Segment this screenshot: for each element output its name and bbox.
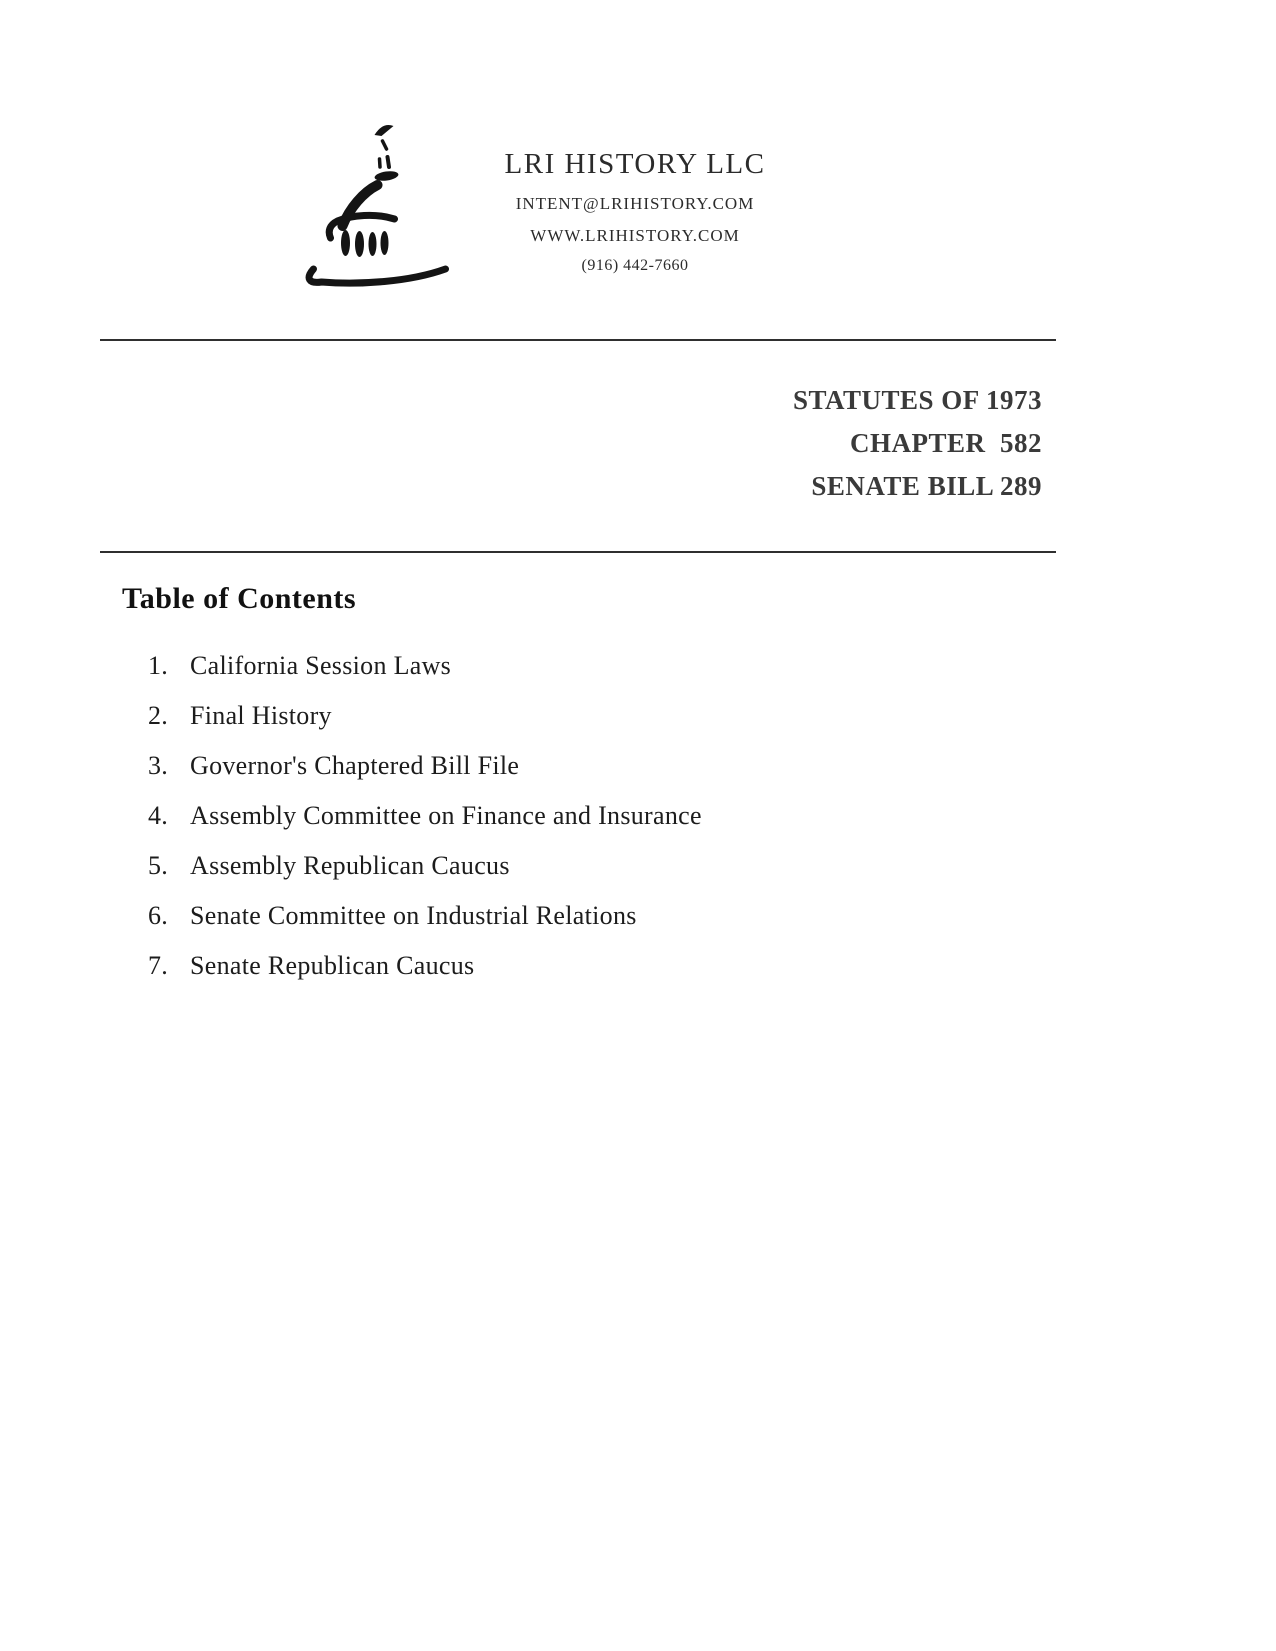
toc-item-label: Governor's Chaptered Bill File — [190, 751, 520, 780]
toc-item — [148, 901, 908, 931]
toc-item-label: Assembly Republican Caucus — [190, 851, 510, 880]
chapter-line: CHAPTER 582 — [849, 428, 1042, 458]
company-website: WWW.LRIHISTORY.COM — [530, 226, 740, 245]
toc-item-label: Senate Committee on Industrial Relations — [190, 901, 637, 930]
toc-item-number: 2. — [148, 701, 169, 730]
toc-item-label: Senate Republican Caucus — [190, 951, 475, 980]
toc-item — [148, 751, 908, 781]
toc-item-number: 7. — [148, 951, 169, 980]
toc-item-label: Final History — [190, 701, 332, 730]
toc-item-number: 5. — [148, 851, 169, 880]
senate-bill-line: SENATE BILL 289 — [811, 471, 1042, 501]
toc-item-number: 1. — [148, 651, 169, 680]
statutes-line: STATUTES OF 1973 — [792, 385, 1042, 415]
reference-block — [793, 379, 1042, 508]
toc-item — [148, 651, 908, 681]
toc-item-label: California Session Laws — [190, 651, 452, 680]
contact-block — [430, 146, 840, 275]
divider-bottom — [100, 551, 1056, 553]
toc-item-number: 4. — [148, 801, 169, 830]
toc-item-number: 6. — [148, 901, 169, 930]
company-email: INTENT@LRIHISTORY.COM — [515, 194, 755, 213]
toc-item — [148, 851, 908, 881]
toc-item-number: 3. — [148, 751, 169, 780]
toc-title: Table of Contents — [122, 582, 357, 615]
toc-item-label: Assembly Committee on Finance and Insurance — [190, 801, 702, 830]
company-name: LRI HISTORY LLC — [504, 148, 766, 180]
company-phone: (916) 442-7660 — [581, 257, 689, 274]
toc-item — [148, 801, 908, 831]
divider-top — [100, 339, 1056, 341]
toc-list — [148, 651, 908, 1001]
toc-item — [148, 951, 908, 981]
toc-item — [148, 701, 908, 731]
